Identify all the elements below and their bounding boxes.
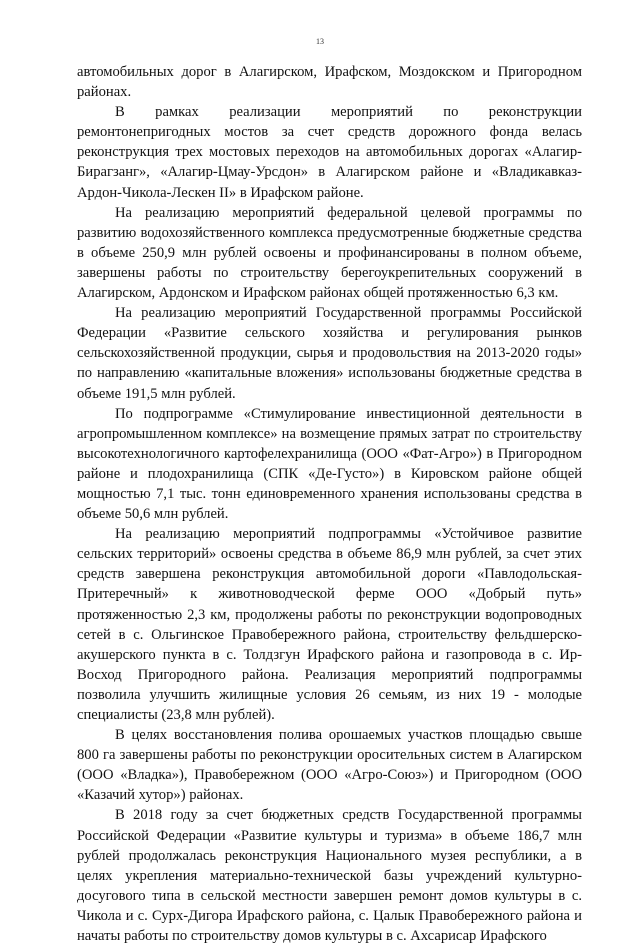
paragraph-investment-subprogram: По подпрограмме «Стимулирование инвестиционной деятельности в агропромышленном комплексе» на возмещение прямых затрат по строительству высокотехнологичного картофелехранилища (ООО «Фат-Агро») в Пригородном районе и плодохранилища (СПК «Де-Густо») в Кировском районе общей мощностью 7,1 тыс. тонн единовременного хранения использованы средства в объеме 50,6 млн рублей. (77, 405, 582, 523)
document-body (77, 62, 582, 946)
paragraph-culture-program: В 2018 году за счет бюджетных средств Государственной программы Российской Федерации «Развитие культуры и туризма» в объеме 186,7 млн рублей продолжалась реконструкция Национального музея республики, а в целях укрепления материально-технической базы учреждений культурно-досугового типа в сельской местности завершен ремонт домов культуры в с. Чикола и с. Сурх-Дигора Ирафского района, с. Цалык Правобережного района и начаты работы по строительству домов культуры в с. Ахсарисар Ирафского (77, 807, 582, 945)
paragraph-irrigation: В целях восстановления полива орошаемых участков площадью свыше 800 га завершены работы по реконструкции оросительных систем в Алагирском (ООО «Владка»), Правобережном (ООО «Агро-Союз») и Пригородном (ООО «Казачий хутор») районах. (77, 727, 582, 804)
paragraph-roads-continuation: автомобильных дорог в Алагирском, Ирафском, Моздокском и Пригородном районах. (77, 64, 582, 101)
page-number: 13 (316, 37, 324, 46)
paragraph-water-program: На реализацию мероприятий федеральной целевой программы по развитию водохозяйственного комплекса предусмотренные бюджетные средства в объеме 250,9 млн рублей освоены и профинансированы в полном объеме, завершены работы по строительству берегоукрепительных сооружений в Алагирском, Ардонском и Ирафском районах общей протяженностью 6,3 км. (77, 204, 582, 302)
paragraph-rural-development: На реализацию мероприятий подпрограммы «Устойчивое развитие сельских территорий» освоены средства в объеме 86,9 млн рублей, за счет этих средств завершена реконструкция автомобильной дороги «Павлодольская-Притеречный» к животноводческой ферме ООО «Добрый путь» протяженностью 2,3 км, продолжены работы по реконструкции водопроводных сетей в с. Ольгинское Правобережного района, строительству фельдшерско-акушерского пункта в с. Толдзгун Ирафского района и газопровода в с. Ир-Восход Пригородного района. Реализация мероприятий подпрограммы позволила улучшить жилищные условия 26 семьям, из них 19 - молодые специалисты (23,8 млн рублей). (77, 526, 582, 723)
paragraph-bridges: В рамках реализации мероприятий по реконструкции ремонтонепригодных мостов за счет средств дорожного фонда велась реконструкция трех мостовых переходов на автомобильных дорогах «Алагир-Бирагзанг», «Алагир-Цмау-Урсдон» в Алагирском районе и «Владикавказ-Ардон-Чикола-Лескен II» в Ирафском районе. (77, 104, 582, 201)
paragraph-agriculture-program: На реализацию мероприятий Государственной программы Российской Федерации «Развитие сельского хозяйства и регулирования рынков сельскохозяйственной продукции, сырья и продовольствия на 2013-2020 годы» по направлению «капитальные вложения» использованы бюджетные средства в объеме 191,5 млн рублей. (77, 305, 582, 402)
